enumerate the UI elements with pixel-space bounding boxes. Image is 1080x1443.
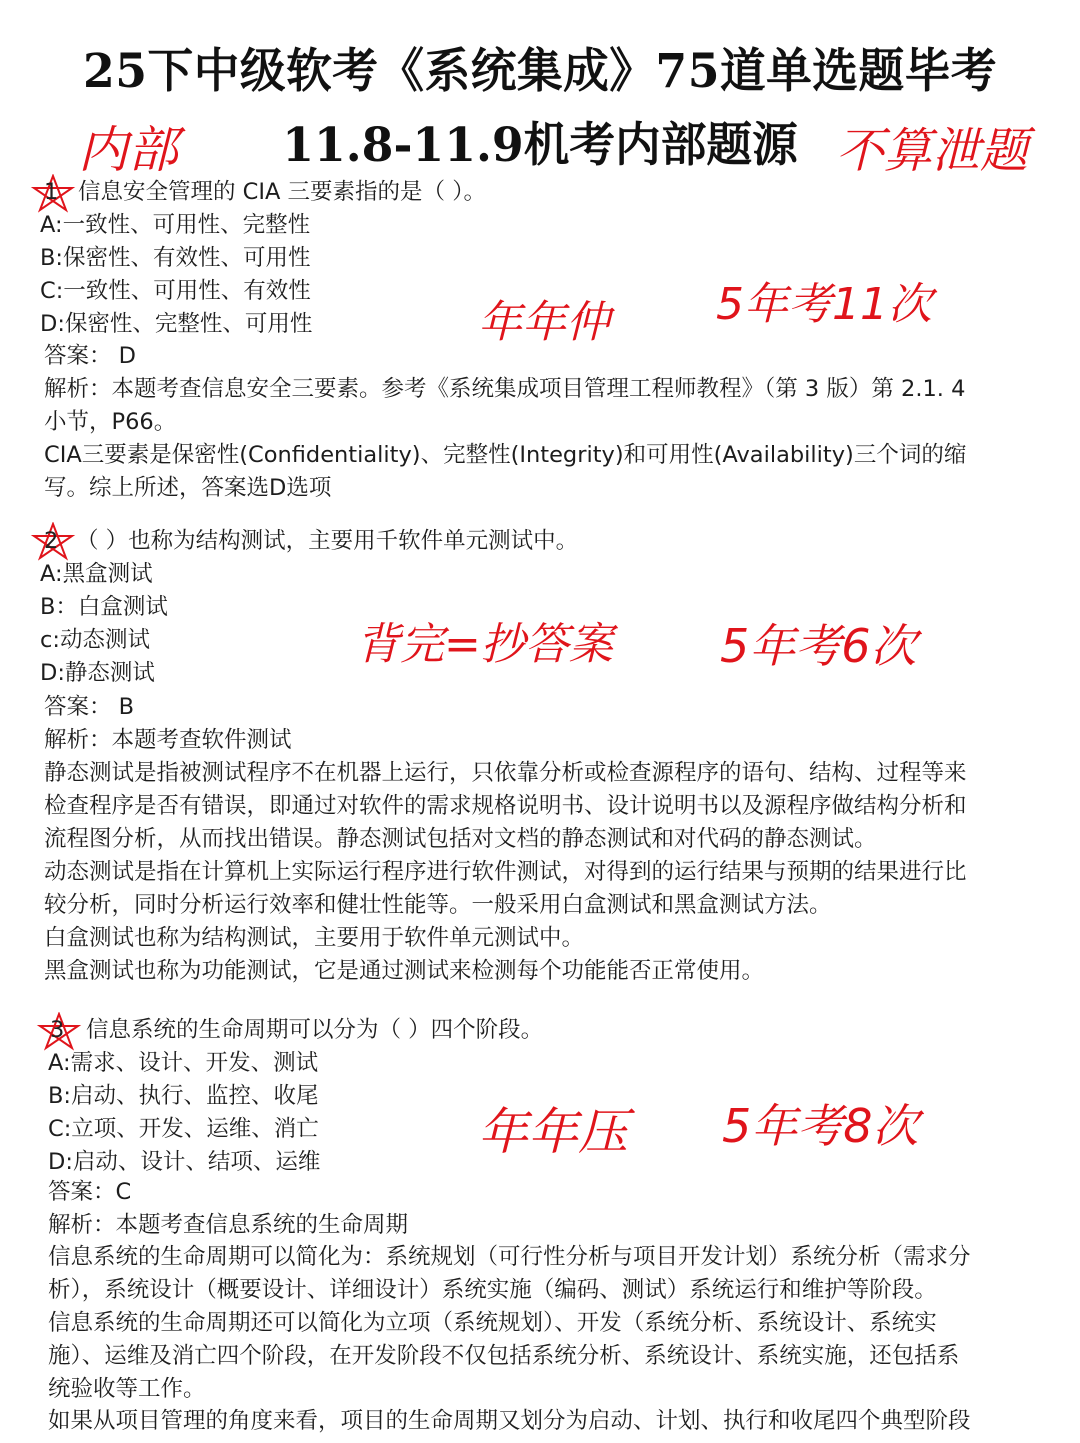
option-d: D:启动、设计、结项、运维 [48, 1149, 321, 1175]
analysis-line: 析），系统设计（概要设计、详细设计）系统实施（编码、测试）系统运行和维护等阶段。 [48, 1277, 937, 1303]
question-number: 1 [44, 179, 59, 205]
handwritten-not-leak: 不算泄题 [836, 123, 1029, 179]
option-d: D:静态测试 [40, 660, 155, 686]
option-b: B:保密性、有效性、可用性 [40, 245, 311, 271]
option-c: c:动态测试 [40, 627, 150, 653]
question-number: 2 [44, 528, 59, 554]
option-c: C:立项、开发、运维、消亡 [48, 1116, 319, 1142]
option-a: A:黑盒测试 [40, 561, 153, 587]
page-title-line1: 25下中级软考《系统集成》75道单选题毕考 [83, 44, 997, 99]
analysis-line: 流程图分析，从而找出错误。静态测试包括对文档的静态测试和对代码的静态测试。 [44, 826, 877, 852]
analysis-line: 写。综上所述，答案选D选项 [44, 475, 332, 501]
handwritten-q1-count: 5年考11次 [716, 279, 932, 330]
answer: 答案： B [44, 694, 135, 720]
analysis-line: 动态测试是指在计算机上实际运行程序进行软件测试，对得到的运行结果与预期的结果进行比 [44, 859, 967, 885]
option-b: B：白盒测试 [40, 594, 168, 620]
answer: 答案： D [44, 343, 136, 369]
analysis-line: 检查程序是否有错误，即通过对软件的需求规格说明书、设计说明书以及源程序做结构分析和 [44, 793, 967, 819]
question-stem: 信息系统的生命周期可以分为（ ）四个阶段。 [86, 1017, 544, 1043]
analysis-line: 较分析，同时分析运行效率和健壮性能等。一般采用白盒测试和黑盒测试方法。 [44, 892, 832, 918]
handwritten-q2-tag: 背完=抄答案 [356, 619, 613, 670]
handwritten-q2-count: 5年考6次 [720, 619, 917, 673]
page-title-line2: 11.8-11.9机考内部题源 [282, 118, 798, 173]
analysis-line: 静态测试是指被测试程序不在机器上运行，只依靠分析或检查源程序的语句、结构、过程等来 [44, 760, 967, 786]
analysis-line: 白盒测试也称为结构测试，主要用于软件单元测试中。 [44, 925, 585, 951]
analysis-line: 如果从项目管理的角度来看，项目的生命周期又划分为启动、计划、执行和收尾四个典型阶段 [48, 1408, 971, 1434]
option-d: D:保密性、完整性、可用性 [40, 311, 313, 337]
option-a: A:一致性、可用性、完整性 [40, 212, 311, 238]
analysis-line: 黑盒测试也称为功能测试，它是通过测试来检测每个功能能否正常使用。 [44, 958, 765, 984]
analysis-line: 小节，P66。 [44, 409, 177, 435]
analysis-line: CIA三要素是保密性(Confidentiality)、完整性(Integrity)和可用性(Availability)三个词的缩 [44, 442, 967, 468]
analysis-line: 解析：本题考查软件测试 [44, 727, 292, 753]
analysis-line: 施）、运维及消亡四个阶段，在开发阶段不仅包括系统分析、系统设计、系统实施，还包括系 [48, 1343, 960, 1369]
analysis-line: 解析：本题考查信息安全三要素。参考《系统集成项目管理工程师教程》（第 3 版）第 2.1. 4 [44, 376, 966, 402]
analysis-line: 信息系统的生命周期可以简化为：系统规划（可行性分析与项目开发计划）系统分析（需求分 [48, 1244, 971, 1270]
handwritten-q1-tag: 年年仲 [478, 297, 610, 348]
option-a: A:需求、设计、开发、测试 [48, 1050, 319, 1076]
option-c: C:一致性、可用性、有效性 [40, 278, 311, 304]
handwritten-neibu: 内部 [78, 121, 178, 179]
option-b: B:启动、执行、监控、收尾 [48, 1083, 319, 1109]
analysis-line: 解析：本题考查信息系统的生命周期 [48, 1212, 409, 1238]
handwritten-q3-count: 5年考8次 [722, 1099, 919, 1153]
question-stem: （ ）也称为结构测试，主要用千软件单元测试中。 [76, 528, 579, 554]
question-stem: 信息安全管理的 CIA 三要素指的是（ ）。 [78, 179, 486, 205]
analysis-line: 信息系统的生命周期还可以简化为立项（系统规划）、开发（系统分析、系统设计、系统实 [48, 1310, 937, 1336]
question-number: 3 [50, 1017, 65, 1043]
answer: 答案：C [48, 1179, 132, 1205]
handwritten-q3-tag: 年年压 [478, 1103, 628, 1161]
analysis-line: 统验收等工作。 [48, 1376, 206, 1402]
